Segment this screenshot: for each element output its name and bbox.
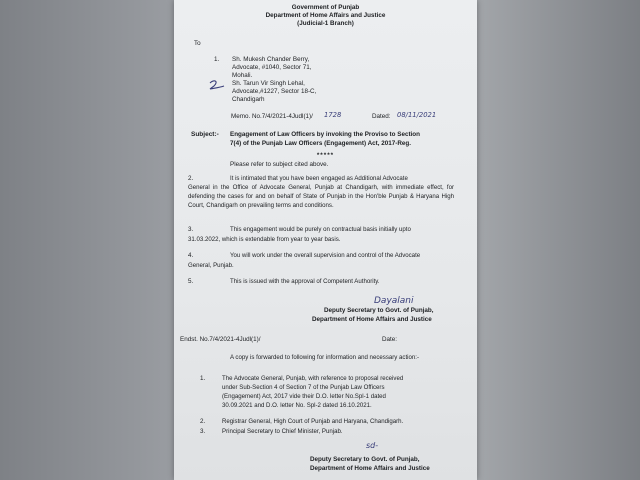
handwritten-2-mark	[204, 78, 232, 92]
paragraph-5-number: 5.	[188, 278, 194, 285]
background-left	[0, 0, 175, 480]
copy-item-1-line-1: The Advocate General, Punjab, with reference to proposal received	[222, 375, 404, 382]
copy-intro: A copy is forwarded to following for information and necessary action:-	[230, 354, 420, 361]
paragraph-4-number: 4.	[188, 252, 194, 259]
paragraph-4-body: General, Punjab.	[188, 262, 234, 269]
paragraph-5-text: This is issued with the approval of Competent Authority.	[230, 278, 380, 285]
copy-item-3-number: 3.	[200, 428, 206, 435]
addressee-1-number: 1.	[214, 56, 220, 63]
signature-2-department: Department of Home Affairs and Justice	[310, 465, 430, 472]
paragraph-2-number: 2.	[188, 175, 194, 182]
copy-item-1-number: 1.	[200, 375, 206, 382]
addressee-2-city: Chandigarh	[232, 96, 265, 103]
copy-item-2-number: 2.	[200, 418, 206, 425]
copy-item-3-text: Principal Secretary to Chief Minister, Punjab.	[222, 428, 343, 435]
paragraph-4-first-line: You will work under the overall supervision and control of the Advocate	[230, 252, 421, 259]
endorsement-number-label: Endst. No.7/4/2021-4Judl(1)/	[180, 336, 261, 343]
memo-date-handwritten: 08/11/2021	[397, 111, 437, 119]
to-label: To	[194, 40, 201, 47]
signature-2-title: Deputy Secretary to Govt. of Punjab,	[310, 456, 420, 463]
copy-item-2-text: Registrar General, High Court of Punjab and Haryana, Chandigarh.	[222, 418, 404, 425]
header-government: Government of Punjab	[291, 4, 360, 11]
addressee-1-name: Sh. Mukesh Chander Berry,	[232, 56, 310, 63]
stars-divider: *****	[316, 152, 335, 159]
signature-2-handwritten: sd-	[366, 441, 379, 450]
paragraph-3-first-line: This engagement would be purely on contractual basis initially upto	[230, 226, 411, 233]
header-department: Department of Home Affairs and Justice	[265, 12, 386, 19]
memo-number-handwritten: 1728	[324, 111, 342, 119]
addressee-1-city: Mohali.	[232, 72, 253, 79]
letter-page	[174, 0, 477, 480]
memo-number-label: Memo. No.7/4/2021-4Judl(1)/	[231, 113, 313, 120]
subject-line-1: Engagement of Law Officers by invoking the Proviso to Section	[230, 131, 420, 138]
subject-label: Subject:-	[191, 131, 219, 138]
copy-item-1-line-2: under Sub-Section 4 of Section 7 of the Punjab Law Officers	[222, 384, 385, 391]
signature-1-department: Department of Home Affairs and Justice	[312, 316, 432, 323]
signature-1-handwritten: Dayalani	[374, 296, 414, 306]
endorsement-date-label: Date:	[382, 336, 398, 343]
paragraph-3-body: 31.03.2022, which is extendable from year to year basis.	[188, 236, 341, 243]
paragraph-3-number: 3.	[188, 226, 194, 233]
paragraph-2-body: General in the Office of Advocate General, Punjab at Chandigarh, with immediate effect, for defending the cases for and on behalf of State of Punjab in the Hon'ble Punjab & Haryana High Court, Chandigarh on prevailing terms and conditions.	[188, 184, 454, 209]
memo-date-label: Dated:	[372, 113, 391, 120]
signature-1-title: Deputy Secretary to Govt. of Punjab,	[324, 307, 434, 314]
addressee-1-address: Advocate, #1040, Sector 71,	[232, 64, 312, 71]
addressee-2-address: Advocate,#1227, Sector 18-C,	[232, 88, 317, 95]
copy-item-1-line-3: (Engagement) Act, 2017 vide their D.O. letter No.Spl-1 dated	[222, 393, 386, 400]
paragraph-2-first-line: It is intimated that you have been engaged as Additional Advocate	[230, 175, 408, 182]
addressee-2-name: Sh. Tarun Vir Singh Lehal,	[232, 80, 305, 87]
opening-line: Please refer to subject cited above.	[230, 161, 329, 168]
copy-item-1-line-4: 30.09.2021 and D.O. letter No. Spl-2 dated 16.10.2021.	[222, 402, 372, 409]
header-branch: (Judicial-1 Branch)	[297, 20, 354, 27]
background-right	[475, 0, 640, 480]
subject-line-2: 7(4) of the Punjab Law Officers (Engagement) Act, 2017-Reg.	[230, 140, 412, 147]
